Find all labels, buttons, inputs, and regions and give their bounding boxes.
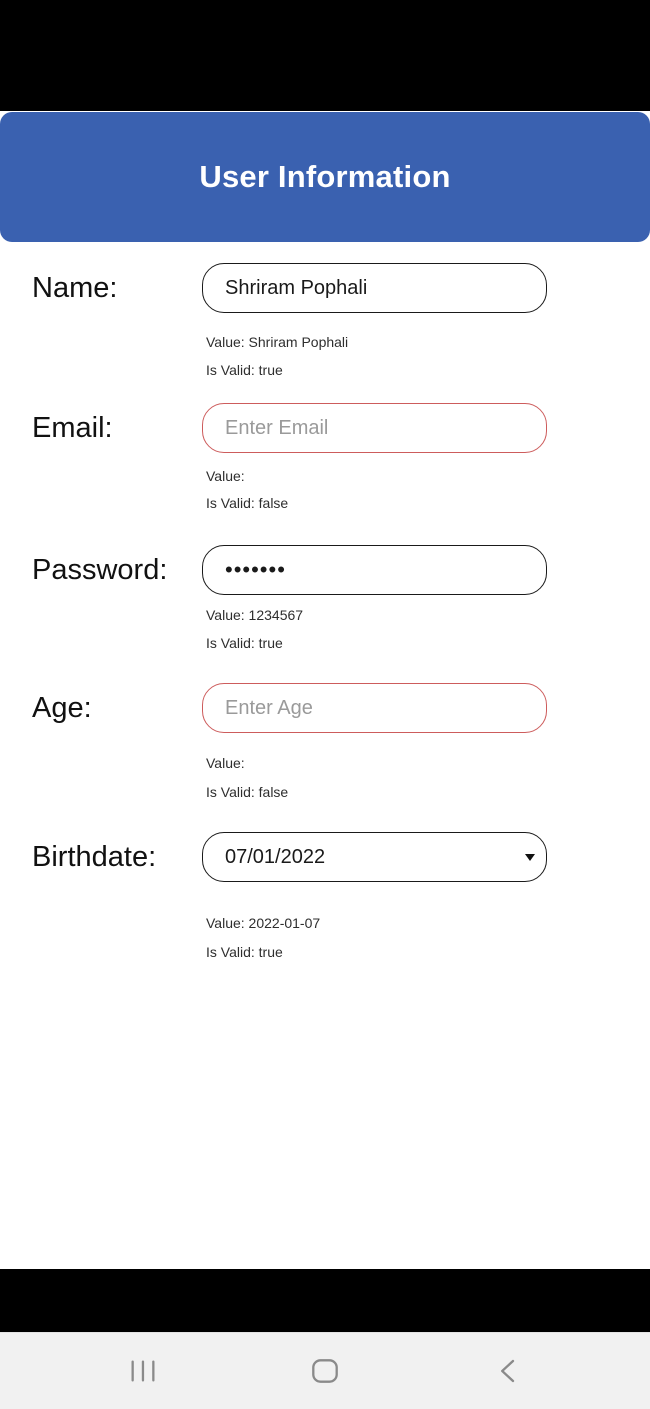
birthdate-selected-value: 07/01/2022 [225,845,326,868]
age-input[interactable] [202,683,547,733]
status-bar [0,0,650,111]
name-valid-text: Is Valid: true [206,362,283,378]
home-icon[interactable] [312,1359,338,1383]
app-header [0,112,650,242]
page-title: User Information [199,159,451,194]
back-icon[interactable] [500,1360,515,1383]
recents-icon[interactable] [131,1360,155,1382]
password-input[interactable] [202,545,547,595]
email-input[interactable] [202,403,547,453]
gesture-bar [0,1269,650,1332]
nav-bar [0,1332,650,1409]
age-valid-text: Is Valid: false [206,784,289,800]
email-valid-text: Is Valid: false [206,495,289,511]
password-valid-text: Is Valid: true [206,635,283,651]
name-input[interactable] [202,263,547,313]
birthdate-select[interactable] [202,832,547,882]
birthdate-valid-text: Is Valid: true [206,944,283,960]
password-value-text: Value: 1234567 [206,607,304,623]
email-value-text: Value: [206,468,245,484]
name-value-text: Value: Shriram Pophali [206,334,349,350]
birthdate-value-text: Value: 2022-01-07 [206,915,321,931]
password-label: Password: [32,554,168,586]
name-label: Name: [32,272,118,304]
dropdown-arrow-icon [525,854,535,861]
age-label: Age: [32,692,92,724]
email-label: Email: [32,412,113,444]
age-value-text: Value: [206,755,245,771]
birthdate-label: Birthdate: [32,841,157,873]
